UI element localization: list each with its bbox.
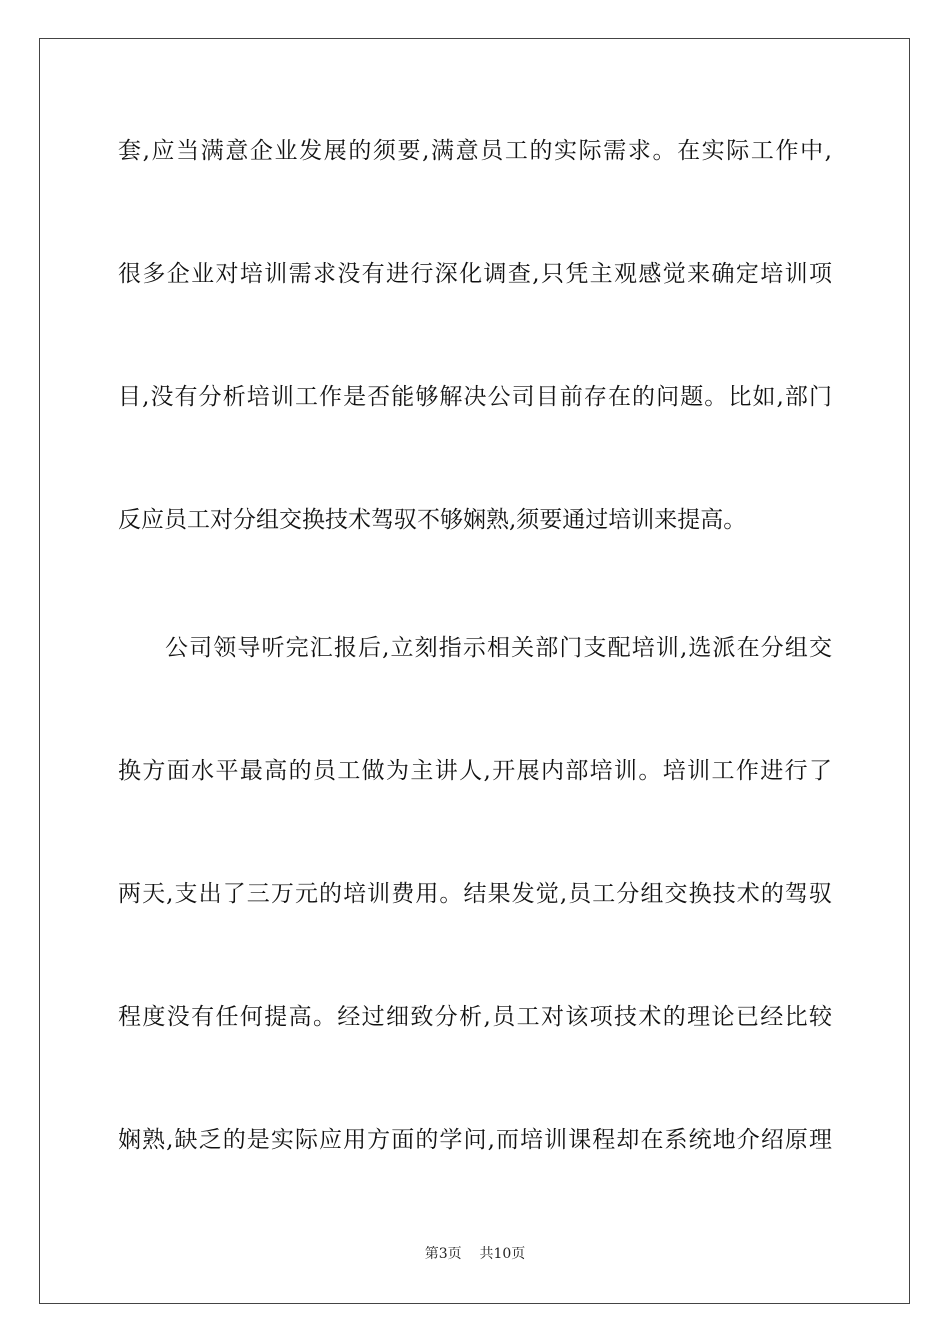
page-border xyxy=(39,38,910,1304)
text-line: 娴熟,缺乏的是实际应用方面的学问,而培训课程却在系统地介绍原理 xyxy=(118,1127,832,1153)
text-line: 很多企业对培训需求没有进行深化调查,只凭主观感觉来确定培训项 xyxy=(118,261,832,287)
text-line: 公司领导听完汇报后,立刻指示相关部门支配培训,选派在分组交 xyxy=(165,635,832,661)
text-line: 换方面水平最高的员工做为主讲人,开展内部培训。培训工作进行了 xyxy=(118,758,832,784)
page-number-footer: 第3页 共10页 xyxy=(424,1246,526,1262)
text-line: 反应员工对分组交换技术驾驭不够娴熟,须要通过培训来提高。 xyxy=(118,507,747,533)
text-line: 程度没有任何提高。经过细致分析,员工对该项技术的理论已经比较 xyxy=(118,1004,832,1030)
text-line: 套,应当满意企业发展的须要,满意员工的实际需求。在实际工作中, xyxy=(118,138,832,164)
text-line: 目,没有分析培训工作是否能够解决公司目前存在的问题。比如,部门 xyxy=(118,384,832,410)
text-line: 两天,支出了三万元的培训费用。结果发觉,员工分组交换技术的驾驭 xyxy=(118,881,832,907)
